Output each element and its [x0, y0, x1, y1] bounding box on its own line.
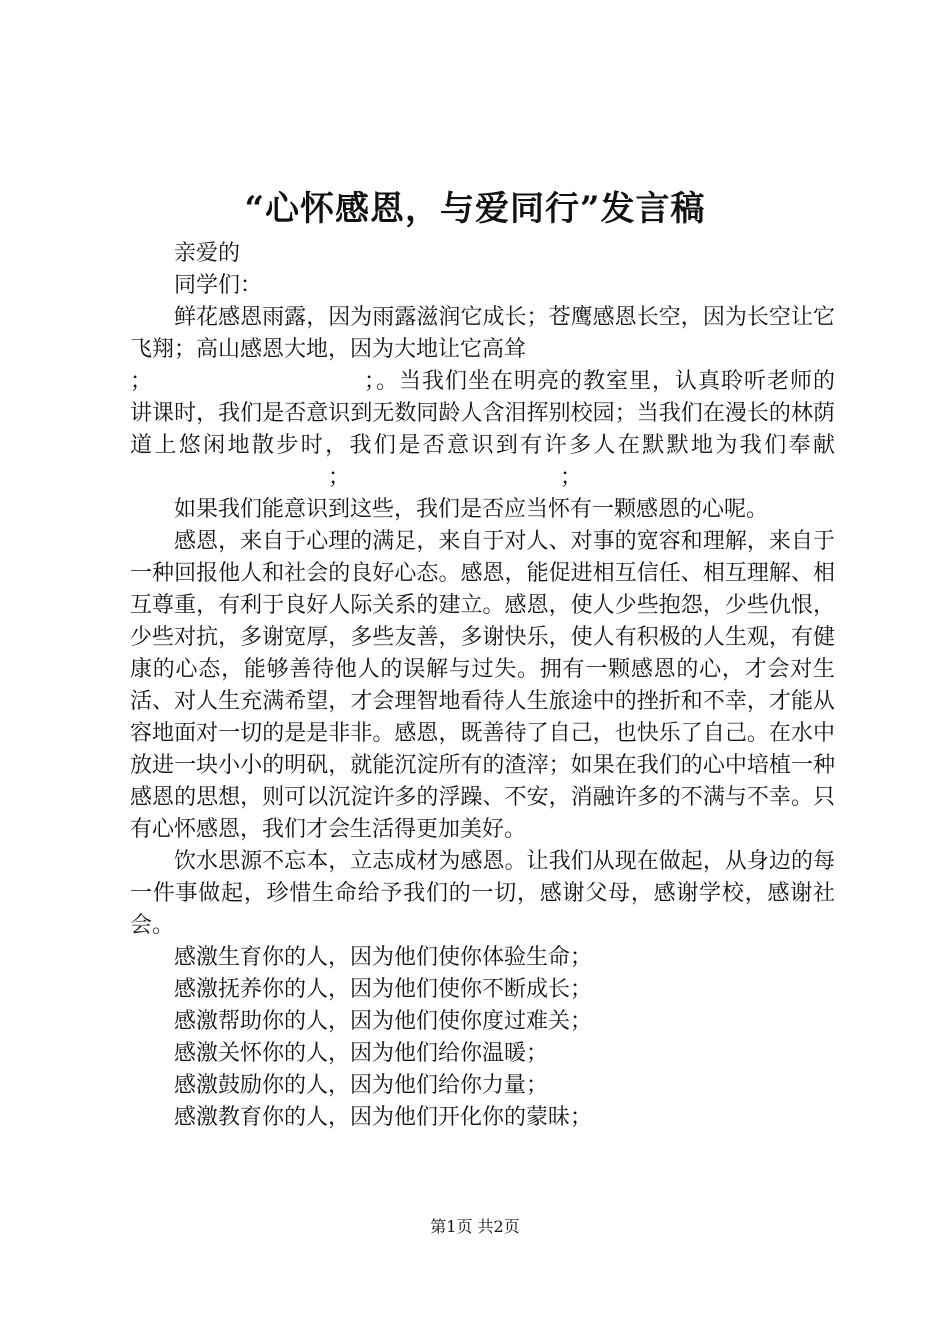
paragraph-1: [130, 302, 835, 494]
gratitude-line: 感激抚养你的人，因为他们使你不断成长；: [174, 977, 593, 1002]
paragraph-1-separator-3: ；: [328, 465, 351, 490]
paragraph-1-part-2: 。当我们坐在明亮的教室里，认真聆听老师的讲课时，我们是否意识到无数同龄人含泪挥别校园；当我们在漫长的林荫道上悠闲地散步时，我们是否意识到有许多人在默默地为我们奉献: [130, 369, 835, 458]
paragraph-2: 如果我们能意识到这些，我们是否应当怀有一颗感恩的心呢。: [174, 497, 769, 522]
paragraph-3: 感恩，来自于心理的满足，来自于对人、对事的宽容和理解，来自于一种回报他人和社会的良好心态。感恩，能促进相互信任、相互理解、相互尊重，有利于良好人际关系的建立。感恩，使人少些抱怨，少些仇恨，少些对抗，多谢宽厚，多些友善，多谢快乐，使人有积极的人生观，有健康的心态，能够善待他人的误解与过失。拥有一颗感恩的心，才会对生活、对人生充满希望，才会理智地看待人生旅途中的挫折和不幸，才能从容地面对一切的是是非非。感恩，既善待了自己，也快乐了自己。在水中放进一块小小的明矾，就能沉淀所有的渣滓；如果在我们的心中培植一种感恩的思想，则可以沉淀许多的浮躁、不安，消融许多的不满与不幸。只有心怀感恩，我们才会生活得更加美好。: [130, 529, 835, 842]
greeting-line-1: 亲爱的: [174, 241, 241, 266]
gratitude-line: 感激帮助你的人，因为他们使你度过难关；: [174, 1009, 593, 1034]
gratitude-line: 感激生育你的人，因为他们使你体验生命；: [174, 945, 593, 970]
document-body: [130, 238, 835, 1134]
paragraph-1-separator-4: ；: [560, 465, 583, 490]
gratitude-line: 感激教育你的人，因为他们开化你的蒙昧；: [174, 1105, 593, 1130]
greeting-line-2: 同学们：: [174, 273, 263, 298]
paragraph-1-part-1: 鲜花感恩雨露，因为雨露滋润它成长；苍鹰感恩长空，因为长空让它飞翔；高山感恩大地，因为大地让它高耸: [130, 305, 835, 362]
document-title: “心怀感恩，与爱同行”发言稿: [244, 189, 706, 229]
gratitude-line: 感激鼓励你的人，因为他们给你力量；: [174, 1073, 549, 1098]
page-footer: 第1页 共2页: [430, 1217, 520, 1236]
paragraph-1-separator-1: ；: [130, 369, 153, 394]
paragraph-1-separator-2: ；: [364, 369, 376, 394]
gratitude-line: 感激关怀你的人，因为他们给你温暖；: [174, 1041, 549, 1066]
paragraph-4: 饮水思源不忘本，立志成材为感恩。让我们从现在做起，从身边的每一件事做起，珍惜生命给予我们的一切，感谢父母，感谢学校，感谢社会。: [130, 849, 835, 938]
